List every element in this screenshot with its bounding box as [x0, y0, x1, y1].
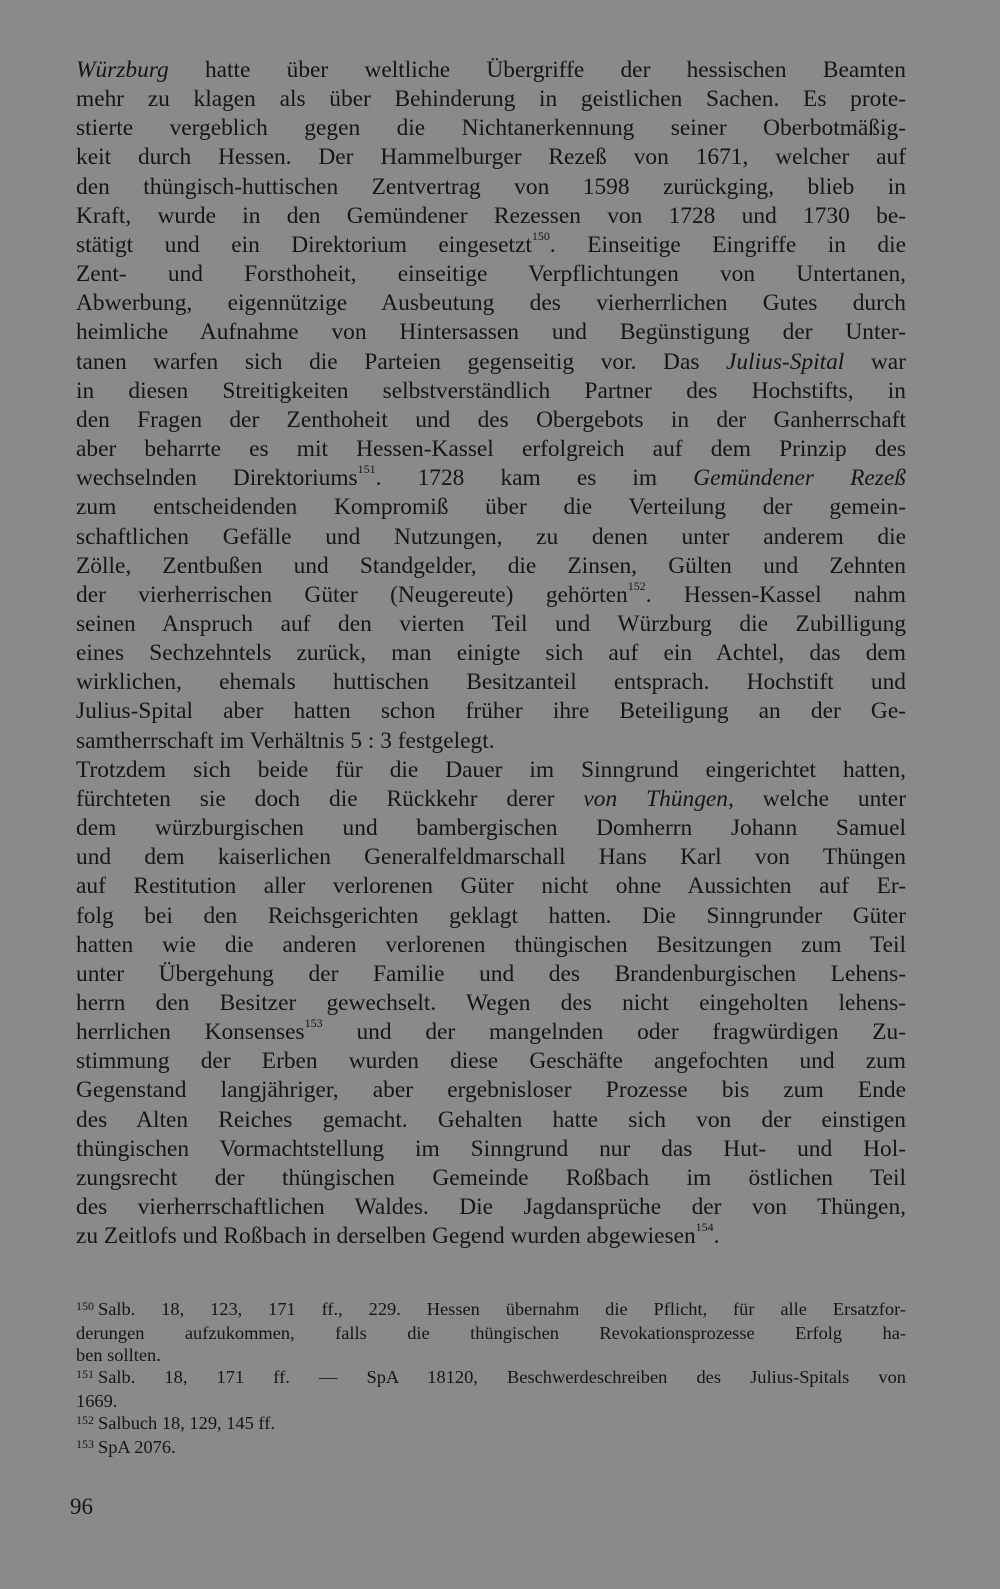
text-segment: seinen Anspruch auf den vierten Teil und Würzburg die Zubilligung	[76, 610, 906, 637]
text-line	[76, 493, 906, 522]
text-segment: mehr zu klagen als über Behinderung in geistlichen Sachen. Es prote-	[76, 86, 906, 113]
text-segment: herrlichen Konsenses	[76, 1019, 305, 1046]
footnote-number: 151	[76, 1367, 94, 1381]
text-segment: samtherrschaft im Verhältnis 5 : 3 festgelegt.	[76, 727, 495, 754]
text-segment: hatten wie die anderen verlorenen thüngischen Besitzungen zum Teil	[76, 931, 906, 958]
text-line	[76, 523, 906, 552]
text-line	[76, 668, 906, 697]
text-segment: den Fragen der Zenthoheit und des Obergebots in der Ganherrschaft	[76, 406, 906, 433]
page-number: 96	[70, 1494, 93, 1519]
text-segment: aber beharrte es mit Hessen-Kassel erfolgreich auf dem Prinzip des	[76, 436, 906, 463]
text-line	[76, 960, 906, 989]
text-line	[76, 785, 906, 814]
italic-text: von Thüngen,	[583, 785, 734, 812]
text-line	[76, 1164, 906, 1193]
text-segment: zum entscheidenden Kompromiß über die Verteilung der gemein-	[76, 494, 906, 521]
footnote-line	[76, 1298, 906, 1322]
text-segment: keit durch Hessen. Der Hammelburger Rezeß von 1671, welcher auf	[76, 144, 906, 171]
text-line	[76, 1047, 906, 1076]
footnote-line	[76, 1390, 906, 1412]
italic-text: Gemündener Rezeß	[693, 465, 906, 492]
text-line	[76, 697, 906, 726]
text-line	[76, 843, 906, 872]
text-line	[76, 377, 906, 406]
text-segment: des Alten Reiches gemacht. Gehalten hatte sich von der einstigen	[76, 1106, 906, 1133]
footnote-line	[76, 1366, 906, 1390]
italic-text: Julius-Spital	[726, 348, 845, 375]
footnote-text: 1669.	[76, 1391, 118, 1411]
text-line	[76, 289, 906, 318]
text-line	[76, 1135, 906, 1164]
footnote-ref: 152	[627, 579, 646, 594]
footnote	[76, 1298, 906, 1366]
text-line	[76, 639, 906, 668]
footnote-text: Salbuch 18, 129, 145 ff.	[98, 1413, 275, 1433]
text-segment: Julius-Spital aber hatten schon früher ihre Beteiligung an der Ge-	[76, 698, 906, 725]
text-segment: . Hessen-Kassel nahm	[645, 581, 906, 608]
text-line	[76, 581, 906, 610]
text-line	[76, 260, 906, 289]
body-text	[76, 56, 906, 1251]
text-segment: Kraft, wurde in den Gemündener Rezessen von 1728 und 1730 be-	[76, 202, 906, 229]
text-segment: und dem kaiserlichen Generalfeldmarschall Hans Karl von Thüngen	[76, 844, 906, 871]
text-line	[76, 1076, 906, 1105]
text-segment: unter Übergehung der Familie und des Brandenburgischen Lehens-	[76, 960, 906, 987]
footnote-line	[76, 1322, 906, 1344]
text-segment: war	[844, 348, 906, 375]
text-line	[76, 727, 906, 756]
footnote-text: Salb. 18, 171 ff. — SpA 18120, Beschwerdeschreiben des Julius-Spitals von	[98, 1367, 906, 1387]
footnote	[76, 1366, 906, 1412]
text-segment: den thüngisch-huttischen Zentvertrag von 1598 zurückging, blieb in	[76, 173, 906, 200]
text-segment: welche unter	[733, 785, 906, 812]
text-line	[76, 435, 906, 464]
text-segment: des vierherrschaftlichen Waldes. Die Jagdansprüche der von Thüngen,	[76, 1194, 906, 1221]
text-segment: in diesen Streitigkeiten selbstverständlich Partner des Hochstifts, in	[76, 377, 906, 404]
text-segment: wirklichen, ehemals huttischen Besitzanteil entsprach. Hochstift und	[76, 669, 906, 696]
text-line	[76, 814, 906, 843]
text-line	[76, 202, 906, 231]
text-segment: und der mangelnden oder fragwürdigen Zu-	[322, 1019, 906, 1046]
text-segment: . Einseitige Eingriffe in die	[549, 231, 906, 258]
text-segment: zu Zeitlofs und Roßbach in derselben Gegend wurden abgewiesen	[76, 1223, 696, 1250]
text-segment: Zent- und Forsthoheit, einseitige Verpflichtungen von Untertanen,	[76, 261, 906, 288]
text-segment: heimliche Aufnahme von Hintersassen und Begünstigung der Unter-	[76, 319, 906, 346]
text-line	[76, 1222, 906, 1251]
footnote-number: 153	[76, 1437, 94, 1451]
text-line	[76, 610, 906, 639]
text-segment: schaftlichen Gefälle und Nutzungen, zu denen unter anderem die	[76, 523, 906, 550]
footnote-line	[76, 1344, 906, 1366]
text-line	[76, 143, 906, 172]
text-line	[76, 1193, 906, 1222]
text-line	[76, 1018, 906, 1047]
text-segment: . 1728 kam es im	[375, 465, 694, 492]
text-segment: auf Restitution aller verlorenen Güter nicht ohne Aussichten auf Er-	[76, 873, 906, 900]
text-segment: thüngischen Vormachtstellung im Sinngrund nur das Hut- und Hol-	[76, 1135, 906, 1162]
text-segment: fürchteten sie doch die Rückkehr derer	[76, 785, 584, 812]
text-segment: dem würzburgischen und bambergischen Domherrn Johann Samuel	[76, 815, 906, 842]
text-segment: .	[713, 1223, 720, 1250]
text-line	[76, 231, 906, 260]
text-segment: der vierherrischen Güter (Neugereute) gehörten	[76, 581, 628, 608]
text-line	[76, 173, 906, 202]
text-segment: stätigt und ein Direktorium eingesetzt	[76, 231, 532, 258]
footnote-ref: 154	[695, 1220, 714, 1235]
text-line	[76, 114, 906, 143]
text-segment: hatte über weltliche Übergriffe der hessischen Beamten	[168, 57, 906, 83]
text-segment: tanen warfen sich die Parteien gegenseitig vor. Das	[76, 348, 727, 375]
text-segment: zungsrecht der thüngischen Gemeinde Roßbach im östlichen Teil	[76, 1164, 906, 1191]
text-line	[76, 85, 906, 114]
footnote-number: 150	[76, 1299, 94, 1313]
italic-text: Würzburg	[76, 57, 169, 83]
text-line	[76, 989, 906, 1018]
footnote-line	[76, 1412, 906, 1436]
text-line	[76, 872, 906, 901]
text-line	[76, 552, 906, 581]
text-segment: Gegenstand langjähriger, aber ergebnisloser Prozesse bis zum Ende	[76, 1077, 906, 1104]
text-segment: Zölle, Zentbußen und Standgelder, die Zinsen, Gülten und Zehnten	[76, 552, 906, 579]
text-line	[76, 464, 906, 493]
footnote-number: 152	[76, 1413, 94, 1427]
text-segment: herrn den Besitzer gewechselt. Wegen des nicht eingeholten lehens-	[76, 990, 906, 1016]
text-line	[76, 348, 906, 377]
text-line	[76, 318, 906, 347]
text-line	[76, 756, 906, 785]
footnote-text: ben sollten.	[76, 1345, 161, 1365]
footnote-text: SpA 2076.	[98, 1437, 176, 1457]
footnote-ref: 150	[531, 229, 550, 244]
text-line	[76, 902, 906, 931]
footnote-ref: 151	[357, 462, 376, 477]
text-line	[76, 1106, 906, 1135]
text-segment: folg bei den Reichsgerichten geklagt hatten. Die Sinngrunder Güter	[76, 902, 906, 929]
footnote	[76, 1412, 906, 1436]
text-segment: Abwerbung, eigennützige Ausbeutung des vierherrlichen Gutes durch	[76, 290, 906, 317]
text-line	[76, 406, 906, 435]
text-line	[76, 56, 906, 85]
footnotes	[76, 1298, 906, 1460]
footnote-text: Salb. 18, 123, 171 ff., 229. Hessen übernahm die Pflicht, für alle Ersatzfor-	[98, 1299, 906, 1319]
text-segment: Trotzdem sich beide für die Dauer im Sinngrund eingerichtet hatten,	[76, 756, 906, 783]
footnote-ref: 153	[304, 1016, 323, 1031]
text-segment: stimmung der Erben wurden diese Geschäfte angefochten und zum	[76, 1048, 906, 1075]
text-line	[76, 931, 906, 960]
text-segment: wechselnden Direktoriums	[76, 465, 358, 492]
footnote-line	[76, 1436, 906, 1460]
text-segment: stierte vergeblich gegen die Nichtanerkennung seiner Oberbotmäßig-	[76, 115, 906, 142]
text-segment: eines Sechzehntels zurück, man einigte sich auf ein Achtel, das dem	[76, 640, 906, 667]
footnote-text: derungen aufzukommen, falls die thüngischen Revokationsprozesse Erfolg ha-	[76, 1323, 906, 1343]
footnote	[76, 1436, 906, 1460]
